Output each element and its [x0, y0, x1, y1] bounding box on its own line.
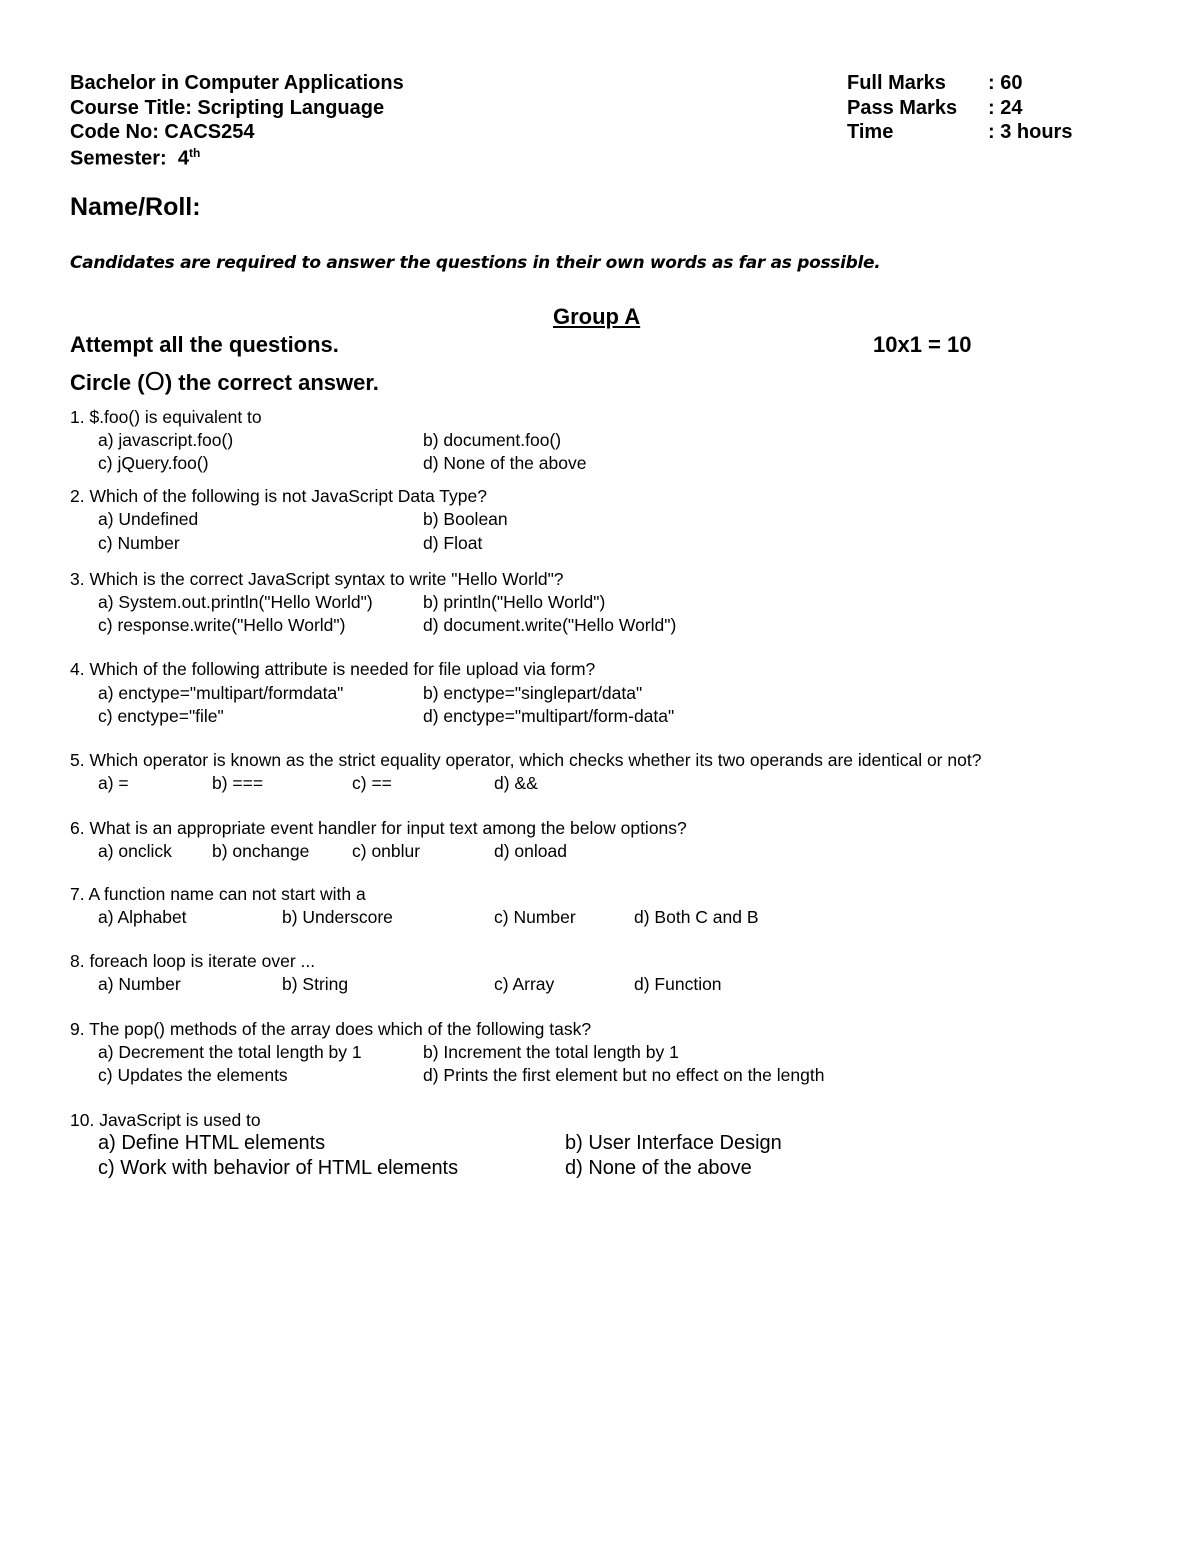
question-9-option-d: d) Prints the first element but no effect on the length [423, 1065, 825, 1085]
question-7-option-d: d) Both C and B [634, 907, 759, 927]
question-4-option-a: a) enctype="multipart/formdata" [98, 683, 344, 703]
time-value: : 3 hours [988, 121, 1073, 143]
question-6-option-d: d) onload [494, 841, 567, 861]
question-10-stem: 10. JavaScript is used to [70, 1110, 261, 1130]
question-9-option-a: a) Decrement the total length by 1 [98, 1042, 362, 1062]
question-9-stem: 9. The pop() methods of the array does which of the following task? [70, 1019, 592, 1039]
question-5-stem: 5. Which operator is known as the strict equality operator, which checks whether its two operands are identical or not? [70, 750, 982, 770]
question-8-option-b: b) String [282, 974, 349, 994]
semester-value: 4 [177, 147, 189, 170]
circle-symbol: O [144, 366, 165, 396]
question-7-option-b: b) Underscore [282, 907, 393, 927]
question-7-option-c: c) Number [494, 907, 576, 927]
attempt-instruction: Attempt all the questions. [70, 332, 339, 357]
question-4-option-c: c) enctype="file" [98, 706, 224, 726]
question-1-stem: 1. $.foo() is equivalent to [70, 407, 262, 427]
question-1-option-a: a) javascript.foo() [98, 430, 234, 450]
question-8-option-c: c) Array [494, 974, 555, 994]
semester [70, 146, 200, 171]
question-5-option-a: a) = [98, 773, 129, 793]
question-2-option-c: c) Number [98, 533, 180, 553]
question-3-option-b: b) println("Hello World") [423, 592, 606, 612]
candidate-instructions: Candidates are required to answer the questions in their own words as far as possible. [70, 253, 881, 273]
question-7-option-a: a) Alphabet [98, 907, 187, 927]
course-title: Course Title: Scripting Language [70, 97, 385, 119]
question-9-option-c: c) Updates the elements [98, 1065, 288, 1085]
question-4-option-b: b) enctype="singlepart/data" [423, 683, 643, 703]
question-1-option-c: c) jQuery.foo() [98, 453, 209, 473]
question-6-option-c: c) onblur [352, 841, 421, 861]
group-title: Group A [553, 304, 641, 329]
question-2-stem: 2. Which of the following is not JavaScript Data Type? [70, 486, 487, 506]
circle-instruction-prefix: Circle ( [70, 370, 145, 395]
question-10-option-b: b) User Interface Design [565, 1132, 782, 1154]
question-4-option-d: d) enctype="multipart/form-data" [423, 706, 675, 726]
full-marks-label: Full Marks [847, 72, 946, 94]
question-9-option-b: b) Increment the total length by 1 [423, 1042, 679, 1062]
course-code: Code No: CACS254 [70, 121, 255, 143]
question-2-option-d: d) Float [423, 533, 483, 553]
question-10-option-c: c) Work with behavior of HTML elements [98, 1157, 459, 1179]
question-1-option-b: b) document.foo() [423, 430, 562, 450]
question-8-option-d: d) Function [634, 974, 722, 994]
question-8-stem: 8. foreach loop is iterate over ... [70, 951, 316, 971]
group-marks: 10x1 = 10 [873, 332, 972, 357]
name-roll-label: Name/Roll: [70, 193, 201, 221]
question-5-option-b: b) === [212, 773, 264, 793]
question-3-stem: 3. Which is the correct JavaScript syntax to write "Hello World"? [70, 569, 564, 589]
question-3-option-a: a) System.out.println("Hello World") [98, 592, 373, 612]
question-10-option-a: a) Define HTML elements [98, 1132, 326, 1154]
question-7-stem: 7. A function name can not start with a [70, 884, 366, 904]
question-2-option-b: b) Boolean [423, 509, 508, 529]
circle-instruction-suffix: ) the correct answer. [164, 370, 379, 395]
question-6-option-b: b) onchange [212, 841, 310, 861]
question-6-stem: 6. What is an appropriate event handler for input text among the below options? [70, 818, 687, 838]
pass-marks-value: : 24 [988, 97, 1023, 119]
program-name: Bachelor in Computer Applications [70, 72, 404, 94]
pass-marks-label: Pass Marks [847, 97, 958, 119]
question-1-option-d: d) None of the above [423, 453, 587, 473]
question-2-option-a: a) Undefined [98, 509, 199, 529]
question-8-option-a: a) Number [98, 974, 181, 994]
question-4-stem: 4. Which of the following attribute is needed for file upload via form? [70, 659, 596, 679]
semester-label: Semester: [70, 147, 167, 170]
question-3-option-d: d) document.write("Hello World") [423, 615, 677, 635]
question-5-option-d: d) && [494, 773, 538, 793]
question-10-option-d: d) None of the above [565, 1157, 752, 1179]
question-6-option-a: a) onclick [98, 841, 172, 861]
time-label: Time [847, 121, 894, 143]
question-3-option-c: c) response.write("Hello World") [98, 615, 346, 635]
question-5-option-c: c) == [352, 773, 392, 793]
semester-suffix: th [188, 146, 201, 160]
circle-instruction [70, 366, 379, 397]
full-marks-value: : 60 [988, 72, 1023, 94]
